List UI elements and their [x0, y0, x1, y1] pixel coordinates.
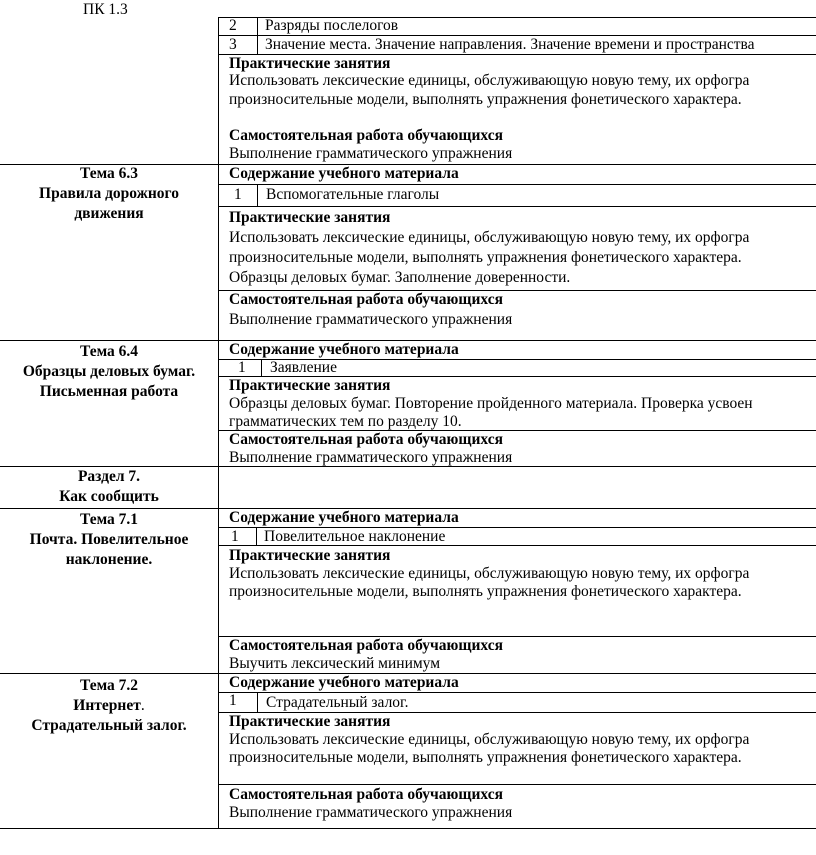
practice-line: произносительные модели, выполнять упражнения фонетического характера. [229, 749, 742, 766]
item-number: 1 [238, 359, 246, 376]
practice-line: Образцы деловых бумаг. Повторение пройденного материала. Проверка усвоен [229, 395, 753, 412]
topic-title: Тема 6.4 Образцы деловых бумаг. Письменная работа [22, 343, 196, 400]
practice-line: произносительные модели, выполнять упражнения фонетического характера. [229, 249, 742, 266]
selfwork-text: Выполнение грамматического упражнения [229, 804, 513, 821]
item-text: Страдательный залог. [266, 694, 409, 711]
practice-line: Использовать лексические единицы, обслуживающую новую тему, их орфогра [229, 72, 750, 89]
practice-line: Образцы деловых бумаг. Заполнение доверенности. [229, 269, 571, 286]
selfwork-title: Самостоятельная работа обучающихся [229, 431, 503, 448]
item-number: 1 [231, 528, 239, 545]
practice-line: Использовать лексические единицы, обслуживающую новую тему, их орфогра [229, 731, 750, 748]
practice-title: Практические занятия [229, 377, 391, 394]
item-number: 2 [229, 17, 237, 34]
item-number: 3 [229, 36, 237, 53]
selfwork-text: Выучить лексический минимум [229, 655, 441, 672]
content-title: Содержание учебного материала [229, 165, 459, 182]
practice-line: произносительные модели, выполнять упражнения фонетического характера. [229, 583, 742, 600]
practice-line: Использовать лексические единицы, обслуживающую новую тему, их орфогра [229, 565, 750, 582]
selfwork-title: Самостоятельная работа обучающихся [229, 127, 503, 144]
practice-title: Практические занятия [229, 547, 391, 564]
topic-title: Тема 7.2 Интернет. Страдательный залог. [31, 677, 187, 734]
section-title: Раздел 7. Как сообщить [59, 468, 159, 505]
topic-title: Тема 6.3 Правила дорожного движения [39, 165, 179, 222]
item-text: Заявление [270, 359, 337, 376]
selfwork-title: Самостоятельная работа обучающихся [229, 786, 503, 803]
item-number: 1 [234, 186, 242, 203]
selfwork-text: Выполнение грамматического упражнения [229, 311, 513, 328]
topic-title: Тема 7.1 Почта. Повелительное наклонение. [29, 511, 189, 568]
content-title: Содержание учебного материала [229, 674, 459, 691]
content-title: Содержание учебного материала [229, 341, 459, 358]
selfwork-title: Самостоятельная работа обучающихся [229, 291, 503, 308]
content-title: Содержание учебного материала [229, 509, 459, 526]
item-text: Значение места. Значение направления. Значение времени и пространства [265, 36, 755, 53]
practice-line: произносительные модели, выполнять упражнения фонетического характера. [229, 91, 742, 108]
selfwork-title: Самостоятельная работа обучающихся [229, 637, 503, 654]
practice-title: Практические занятия [229, 209, 391, 226]
practice-title: Практические занятия [229, 55, 391, 72]
selfwork-text: Выполнение грамматического упражнения [229, 449, 513, 466]
practice-line: Использовать лексические единицы, обслуживающую новую тему, их орфогра [229, 229, 750, 246]
practice-line: грамматических тем по разделу 10. [229, 413, 462, 430]
item-text: Повелительное наклонение [264, 528, 446, 545]
item-text: Вспомогательные глаголы [266, 186, 440, 203]
competence-label: ПК 1.3 [83, 1, 128, 18]
item-number: 1 [229, 692, 237, 709]
item-text: Разряды послелогов [265, 17, 399, 34]
selfwork-text: Выполнение грамматического упражнения [229, 145, 513, 162]
practice-title: Практические занятия [229, 713, 391, 730]
